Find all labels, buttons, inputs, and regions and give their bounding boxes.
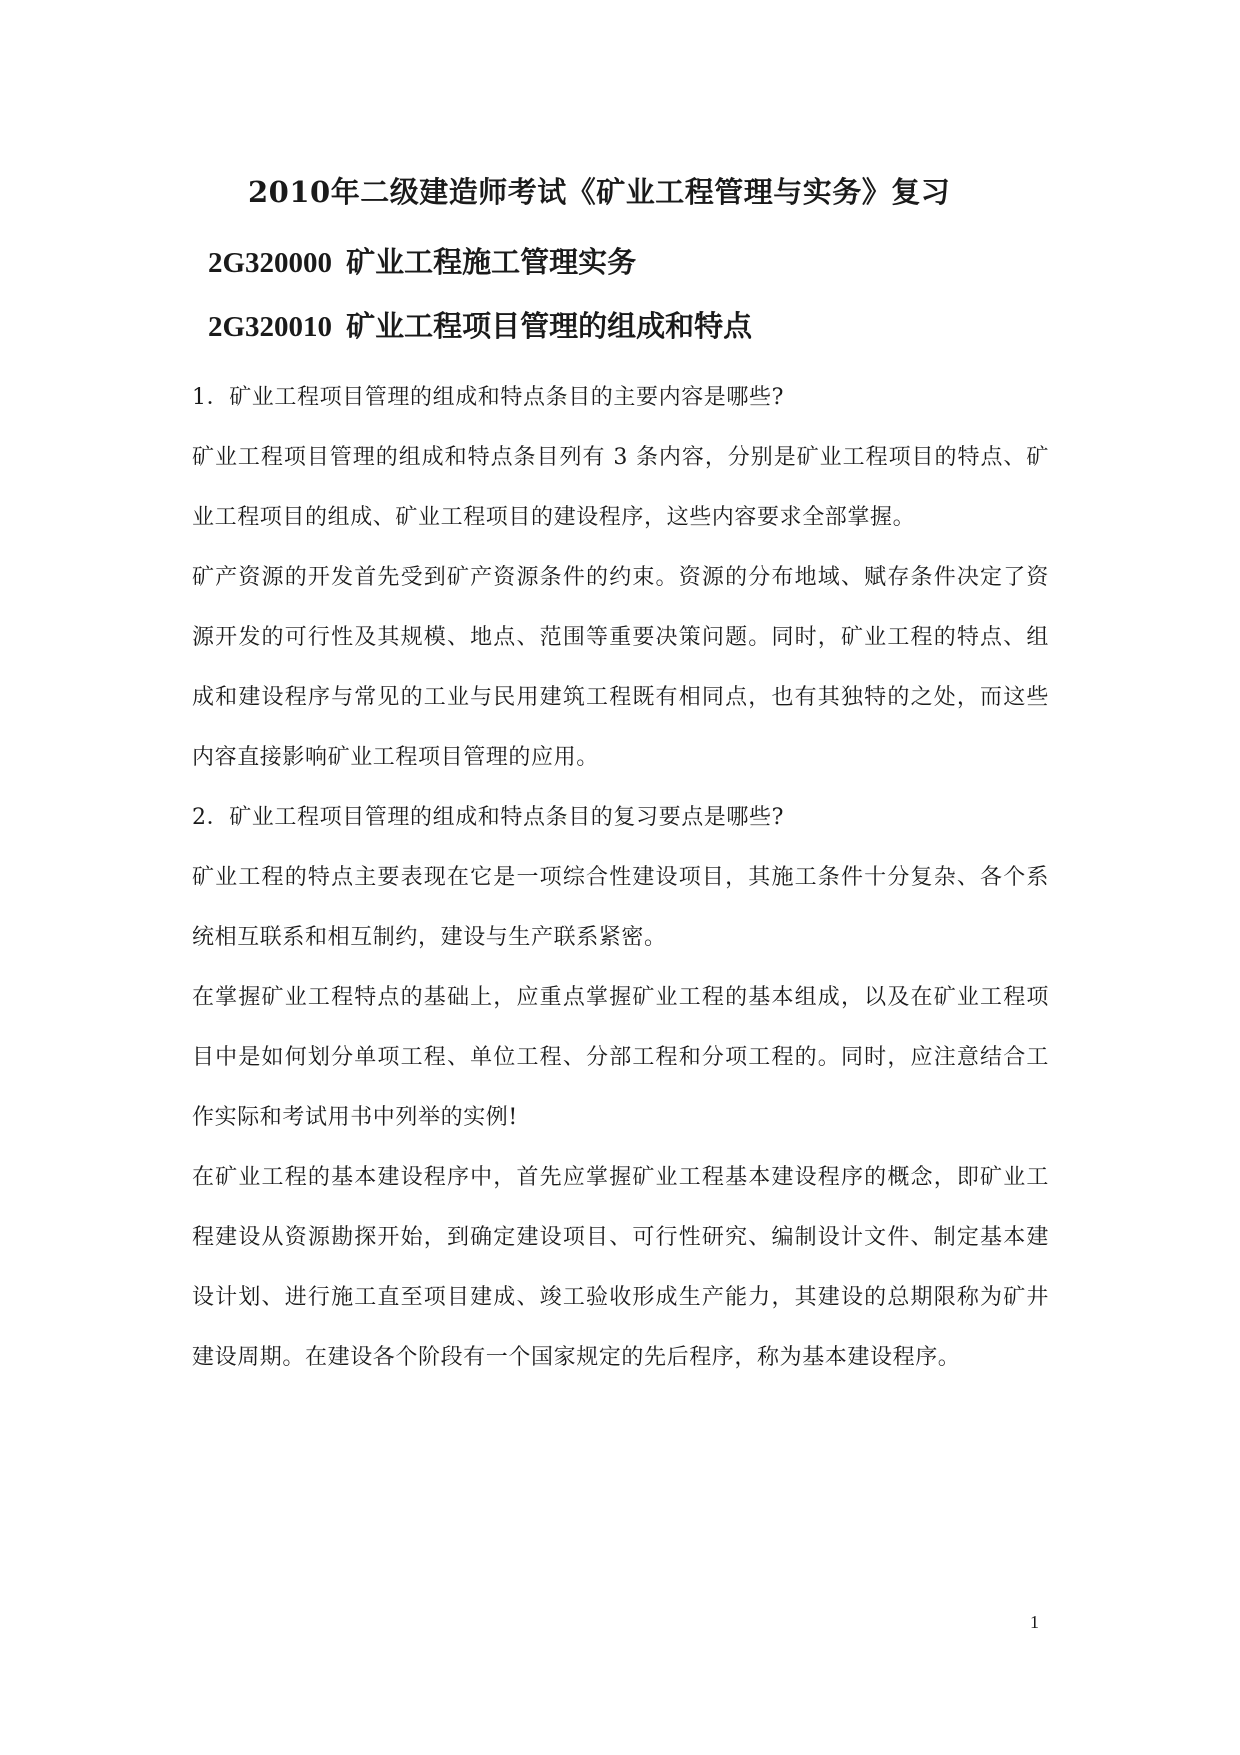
section-code: 2G320000 [208,247,333,279]
subsection-heading [208,304,752,345]
subsection-code: 2G320010 [208,311,333,343]
document-body [192,368,1049,1388]
document-title: 2010年二级建造师考试《矿业工程管理与实务》复习 [248,175,951,209]
answer-1-paragraph-2: 矿产资源的开发首先受到矿产资源条件的约束。资源的分布地域、赋存条件决定了资源开发的可行性及其规模、地点、范围等重要决策问题。同时，矿业工程的特点、组成和建设程序与常见的工业与民用建筑工程既有相同点，也有其独特的之处，而这些内容直接影响矿业工程项目管理的应用。 [192,565,1049,770]
answer-2-paragraph-1: 矿业工程的特点主要表现在它是一项综合性建设项目，其施工条件十分复杂、各个系统相互联系和相互制约，建设与生产联系紧密。 [192,865,1049,950]
answer-2-paragraph-2: 在掌握矿业工程特点的基础上，应重点掌握矿业工程的基本组成，以及在矿业工程项目中是如何划分单项工程、单位工程、分部工程和分项工程的。同时，应注意结合工作实际和考试用书中列举的实例! [192,985,1049,1130]
subsection-title: 矿业工程项目管理的组成和特点 [346,309,753,343]
section-heading [208,240,636,281]
section-title: 矿业工程施工管理实务 [346,245,637,279]
question-2: 2．矿业工程项目管理的组成和特点条目的复习要点是哪些? [192,805,784,830]
answer-2-paragraph-3: 在矿业工程的基本建设程序中，首先应掌握矿业工程基本建设程序的概念，即矿业工程建设从资源勘探开始，到确定建设项目、可行性研究、编制设计文件、制定基本建设计划、进行施工直至项目建成、竣工验收形成生产能力，其建设的总期限称为矿井建设周期。在建设各个阶段有一个国家规定的先后程序，称为基本建设程序。 [192,1165,1049,1370]
answer-1-paragraph-1: 矿业工程项目管理的组成和特点条目列有 3 条内容，分别是矿业工程项目的特点、矿业工程项目的组成、矿业工程项目的建设程序，这些内容要求全部掌握。 [192,445,1049,530]
question-1: 1．矿业工程项目管理的组成和特点条目的主要内容是哪些? [192,385,784,410]
page-number: 1 [1030,1612,1039,1632]
